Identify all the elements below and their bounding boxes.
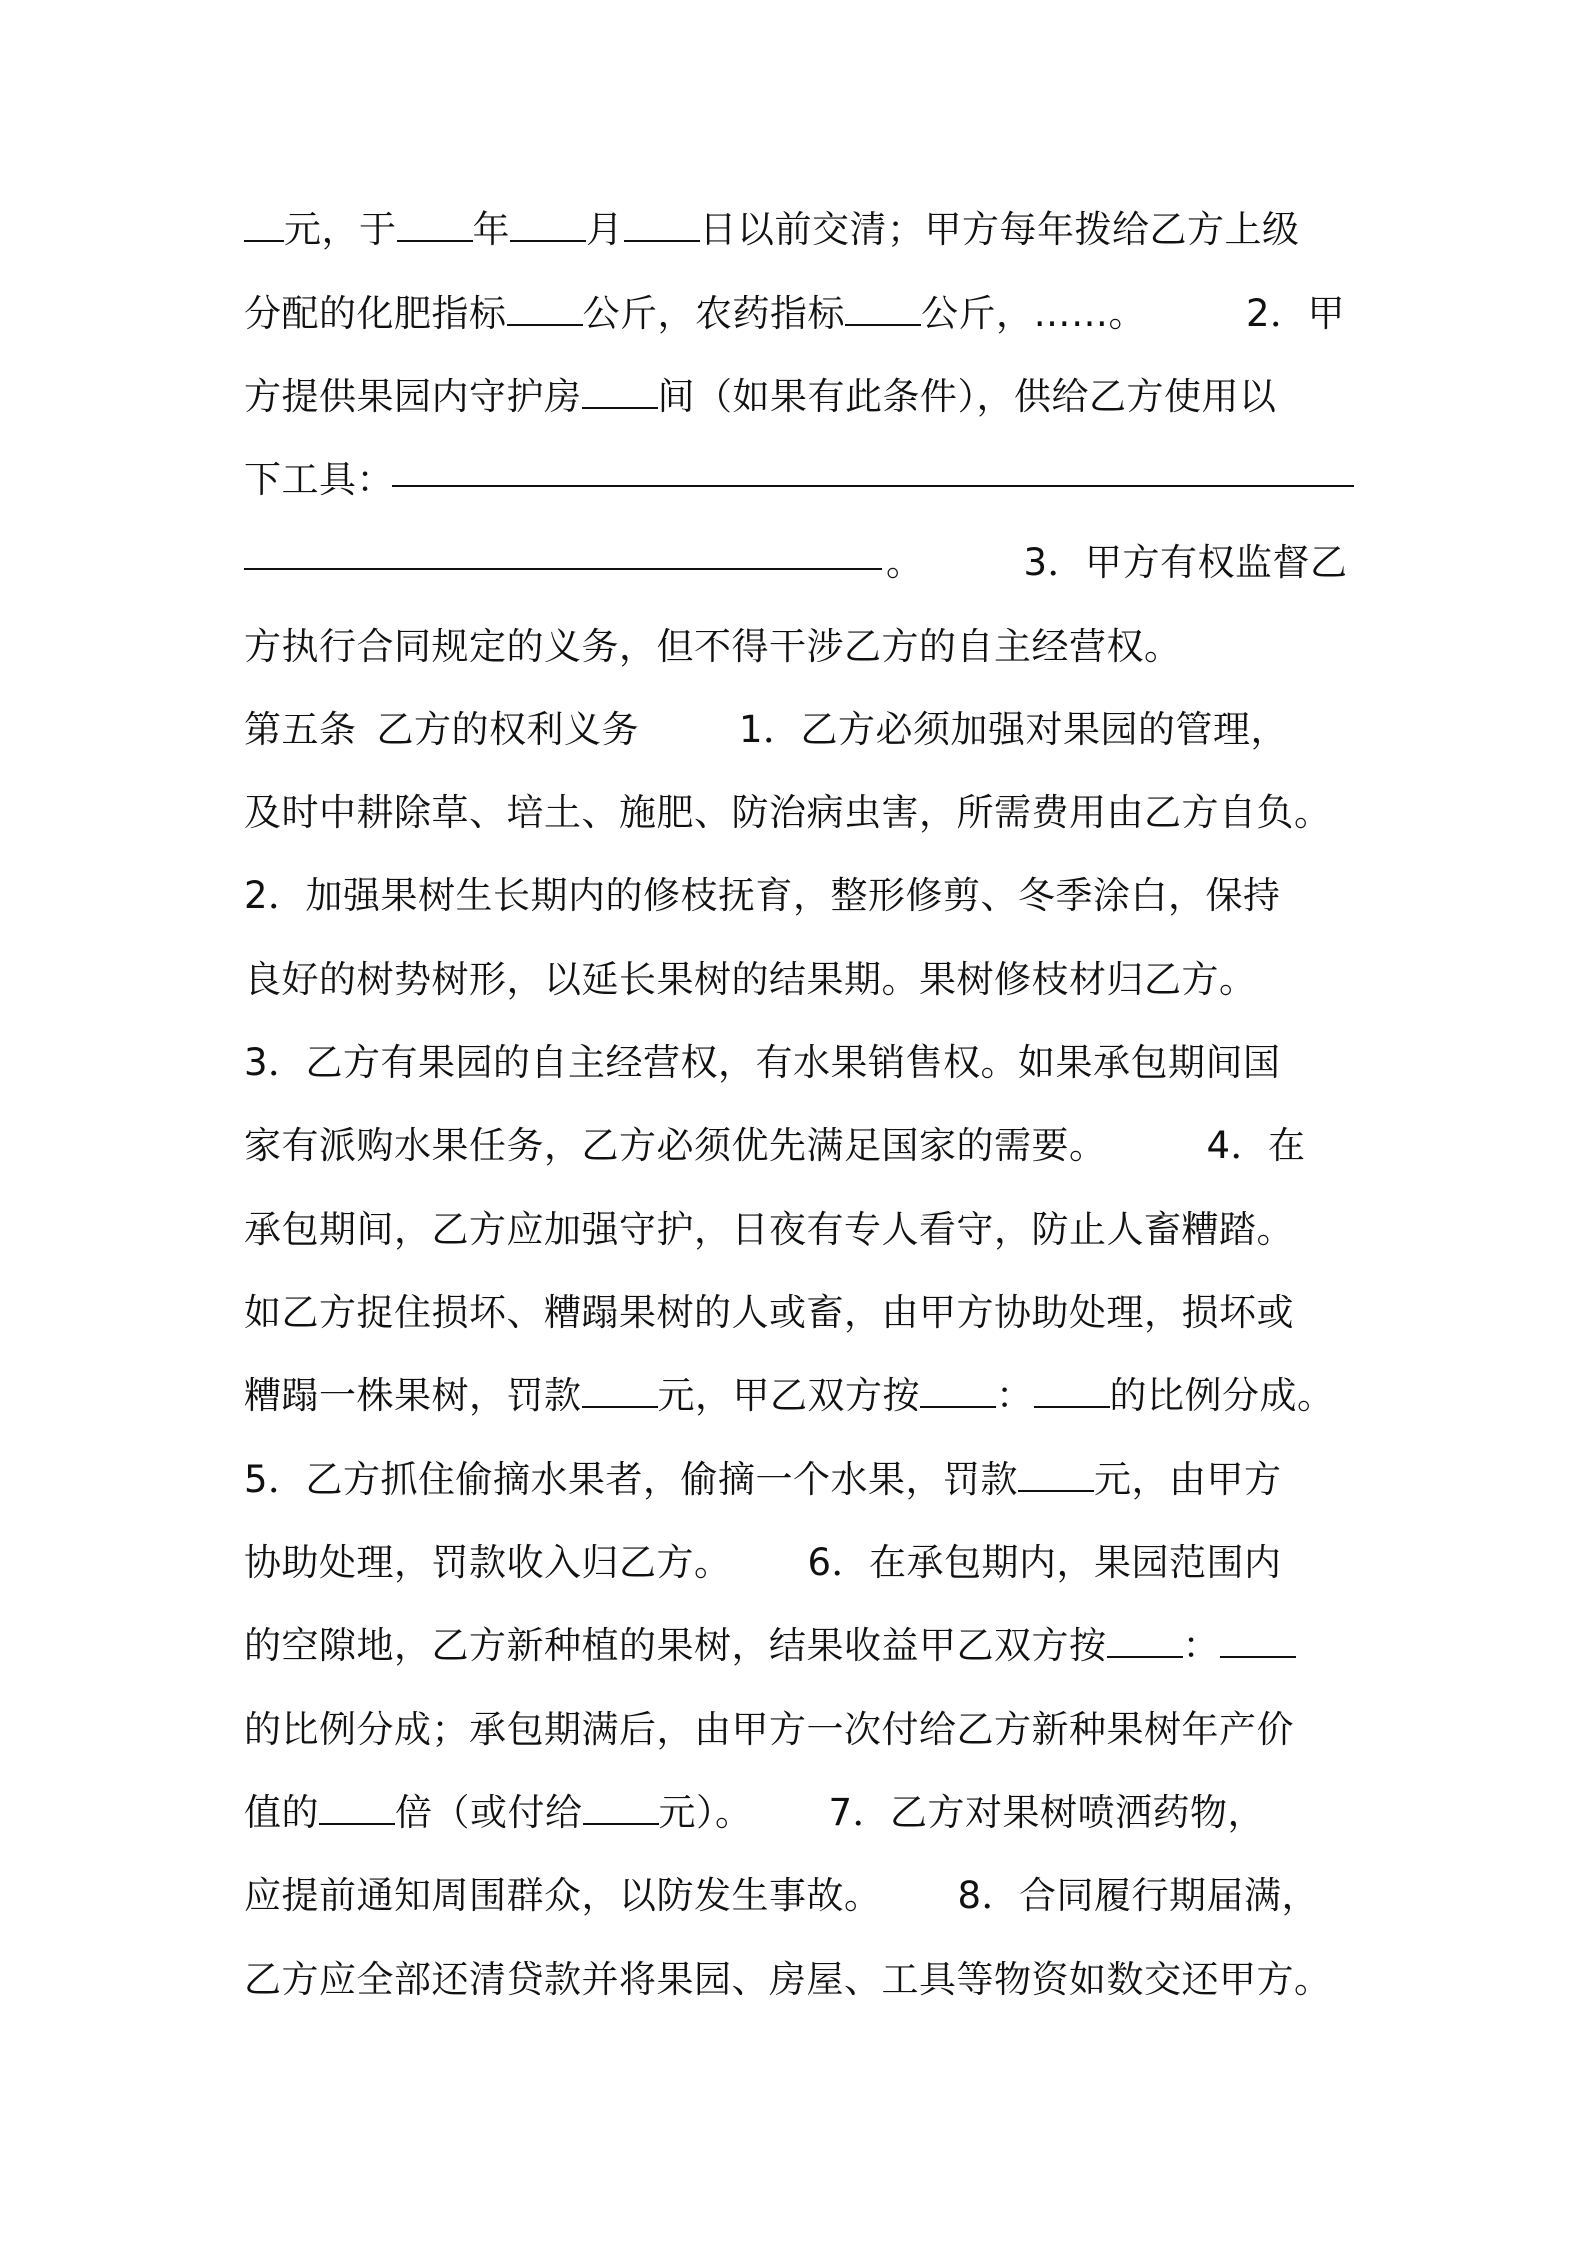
text-segment: 值的 xyxy=(244,1791,319,1834)
text-line xyxy=(244,1205,1354,1255)
fill-in-blank xyxy=(624,206,700,242)
text-line xyxy=(244,1121,1354,1171)
fill-in-blank xyxy=(582,1372,658,1408)
fill-in-blank xyxy=(583,1789,659,1825)
text-line xyxy=(244,1455,1354,1505)
text-line xyxy=(244,1788,1354,1838)
text-segment: 元，甲乙双方按 xyxy=(657,1374,920,1417)
text-segment: 糟蹋一株果树，罚款 xyxy=(244,1374,582,1417)
article-title: 乙方的权利义务 xyxy=(376,708,639,751)
text-segment: 5．乙方抓住偷摘水果者，偷摘一个水果，罚款 xyxy=(244,1458,1019,1501)
text-segment: 及时中耕除草、培土、施肥、防治病虫害，所需费用由乙方自负。 xyxy=(244,791,1332,834)
fill-in-blank xyxy=(1018,1456,1094,1492)
text-segment: 日以前交清；甲方每年拨给乙方上级 xyxy=(699,208,1300,251)
text-line xyxy=(244,871,1354,921)
text-segment: 3．甲方有权监督乙 xyxy=(1023,541,1348,584)
text-segment: ： xyxy=(1182,1624,1220,1667)
text-segment: 的比例分成；承包期满后，由甲方一次付给乙方新种果树年产价 xyxy=(244,1708,1294,1751)
text-segment: 7．乙方对果树喷洒药物， xyxy=(828,1791,1266,1834)
text-line xyxy=(244,1371,1354,1421)
text-segment: 下工具： xyxy=(244,458,394,501)
text-line xyxy=(244,955,1354,1005)
text-segment: 良好的树势树形，以延长果树的结果期。果树修枝材归乙方。 xyxy=(244,958,1257,1001)
fill-in-blank xyxy=(244,206,284,242)
text-segment: 应提前通知周围群众，以防发生事故。 xyxy=(244,1874,882,1917)
text-segment: 1．乙方必须加强对果园的管理， xyxy=(739,708,1289,751)
text-segment: 分配的化肥指标 xyxy=(244,292,507,335)
text-line xyxy=(244,1705,1354,1755)
text-segment: 倍（或付给 xyxy=(395,1791,583,1834)
text-segment: 年 xyxy=(472,208,510,251)
item-number: 2．甲 xyxy=(1246,292,1346,335)
article-number: 第五条 xyxy=(244,708,357,751)
text-segment: 协助处理，罚款收入归乙方。 xyxy=(244,1541,732,1584)
text-segment: 的比例分成。 xyxy=(1109,1374,1335,1417)
section-heading-line xyxy=(244,705,1354,755)
text-line xyxy=(244,1288,1354,1338)
text-segment: 月 xyxy=(586,208,624,251)
text-segment: 元，于 xyxy=(284,208,397,251)
text-segment: 的空隙地，乙方新种植的果树，结果收益甲乙双方按 xyxy=(244,1624,1107,1667)
item-number: 4．在 xyxy=(1206,1124,1306,1167)
fill-in-blank xyxy=(510,206,586,242)
text-line xyxy=(244,538,1354,588)
text-line xyxy=(244,1621,1354,1671)
text-segment: 乙方应全部还清贷款并将果园、房屋、工具等物资如数交还甲方。 xyxy=(244,1958,1332,2001)
text-line xyxy=(244,1871,1354,1921)
fill-in-blank xyxy=(392,451,1354,487)
fill-in-blank xyxy=(920,1372,996,1408)
text-line xyxy=(244,372,1354,422)
text-segment: 6．在承包期内，果园范围内 xyxy=(807,1541,1282,1584)
text-segment: 2．加强果树生长期内的修枝抚育，整形修剪、冬季涂白，保持 xyxy=(244,874,1281,917)
text-segment: 3．乙方有果园的自主经营权，有水果销售权。如果承包期间国 xyxy=(244,1041,1281,1084)
text-segment: 公斤，农药指标 xyxy=(582,292,845,335)
text-segment: 承包期间，乙方应加强守护，日夜有专人看守，防止人畜糟踏。 xyxy=(244,1208,1294,1251)
text-line xyxy=(244,1538,1354,1588)
text-line xyxy=(244,622,1354,672)
text-line xyxy=(244,205,1354,255)
text-segment: 公斤，……。 xyxy=(921,292,1146,335)
fill-in-blank xyxy=(244,534,882,570)
text-segment: 家有派购水果任务，乙方必须优先满足国家的需要。 xyxy=(244,1124,1107,1167)
text-line xyxy=(244,788,1354,838)
fill-in-blank xyxy=(845,290,921,326)
fill-in-blank xyxy=(1107,1622,1183,1658)
text-segment: 方执行合同规定的义务，但不得干涉乙方的自主经营权。 xyxy=(244,625,1182,668)
fill-in-blank xyxy=(507,290,583,326)
fill-in-blank xyxy=(1220,1622,1296,1658)
fill-in-blank xyxy=(319,1789,395,1825)
text-line xyxy=(244,1038,1354,1088)
text-line xyxy=(244,1955,1354,2005)
text-segment: 方提供果园内守护房 xyxy=(244,375,582,418)
fill-in-blank xyxy=(397,206,473,242)
text-segment: 元）。 xyxy=(658,1791,753,1834)
fill-in-blank xyxy=(1034,1372,1110,1408)
text-segment: 元，由甲方 xyxy=(1094,1458,1282,1501)
text-segment: 8．合同履行期届满， xyxy=(957,1874,1320,1917)
text-line xyxy=(244,455,1354,505)
text-segment: 间（如果有此条件），供给乙方使用以 xyxy=(657,375,1277,418)
text-segment: ： xyxy=(996,1374,1034,1417)
fill-in-blank xyxy=(582,373,658,409)
text-segment: 如乙方捉住损坏、糟蹋果树的人或畜，由甲方协助处理，损坏或 xyxy=(244,1291,1294,1334)
text-line xyxy=(244,289,1354,339)
text-segment: 。 xyxy=(886,541,924,584)
